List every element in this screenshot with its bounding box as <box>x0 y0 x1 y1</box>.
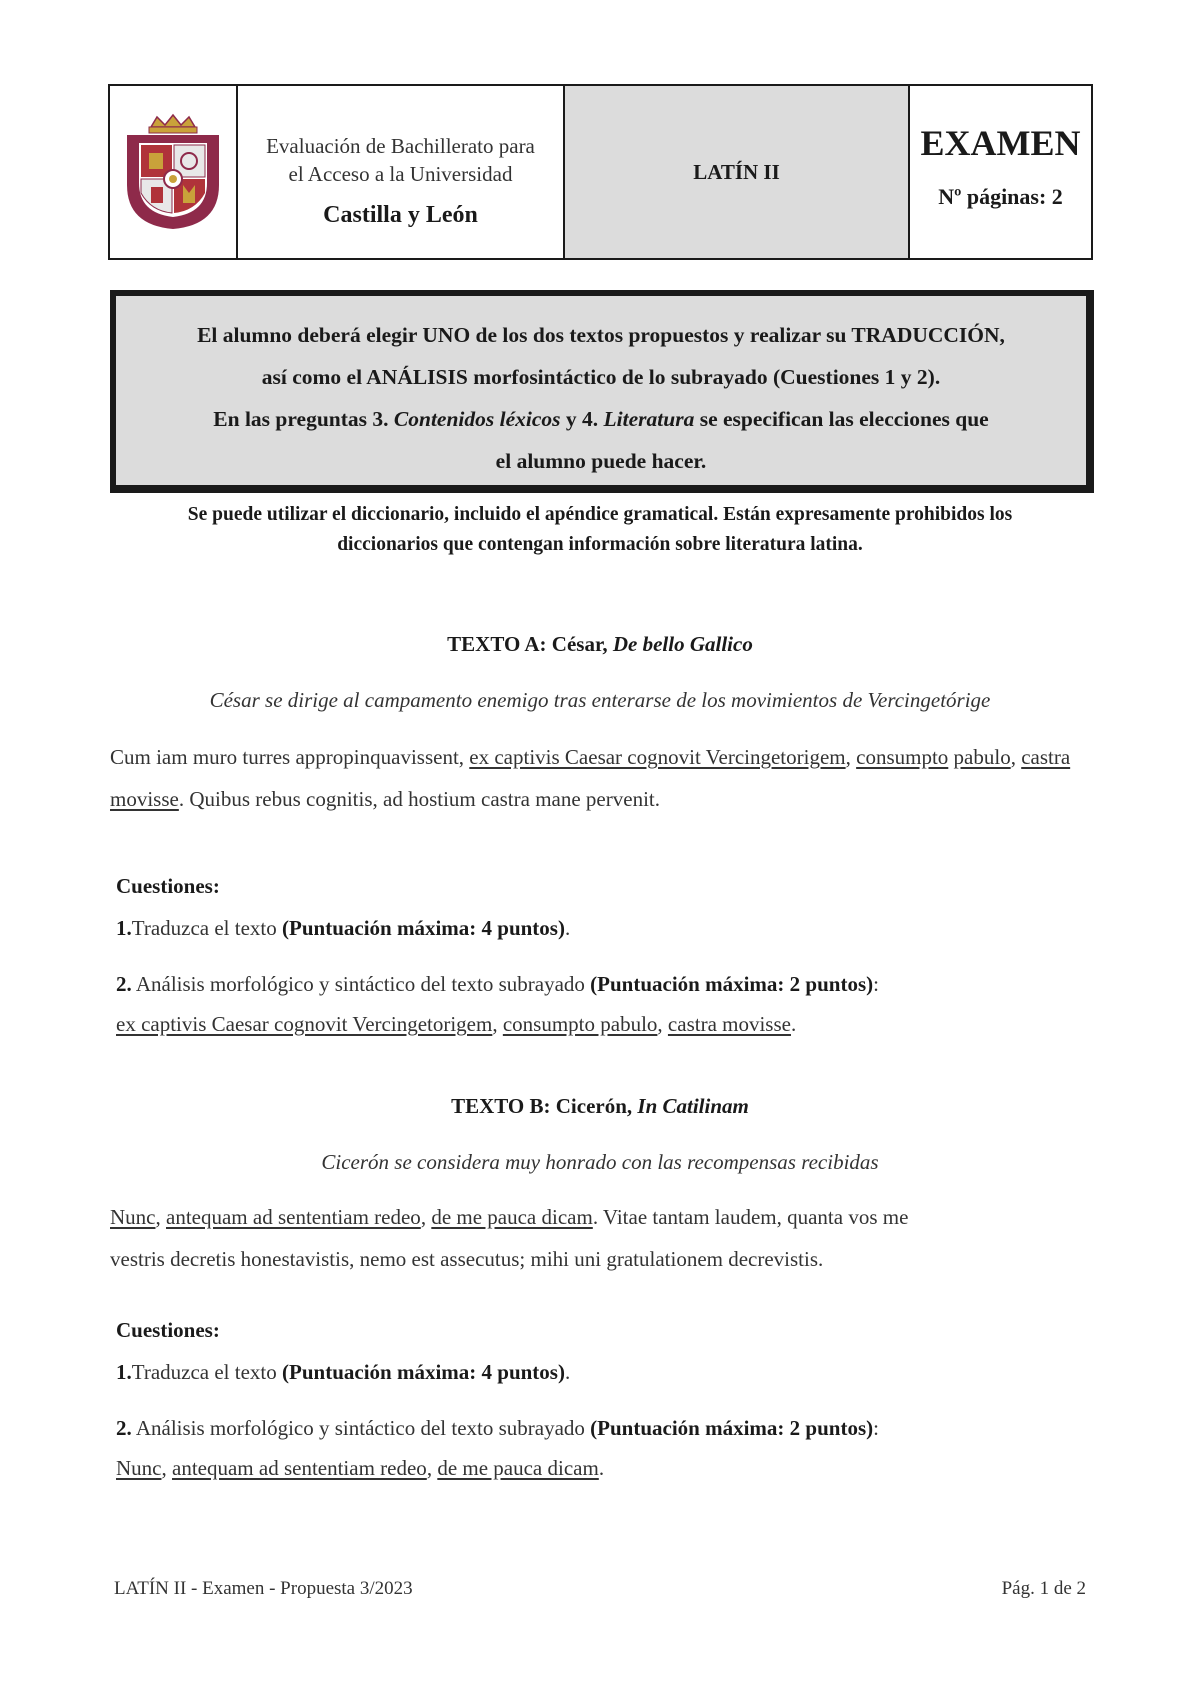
question-points: (Puntuación máxima: 2 puntos) <box>590 972 874 996</box>
text-b-subtitle: Cicerón se considera muy honrado con las recompensas recibidas <box>321 1150 879 1174</box>
instructions-text: En las preguntas 3. <box>213 407 394 431</box>
heading-text: TEXTO A: César, <box>447 632 613 656</box>
text-b-latin <box>110 1196 1100 1280</box>
instructions-line-1: El alumno deberá elegir UNO de los dos textos propuestos y realizar su TRADUCCIÓN, <box>197 323 1005 347</box>
question-text: Traduzca el texto <box>131 916 283 940</box>
text-b-question-2 <box>116 1416 879 1441</box>
underlined-phrase: de me pauca dicam <box>431 1205 593 1229</box>
instructions-box <box>110 290 1094 493</box>
instructions-text: se especifican las elecciones que <box>694 407 989 431</box>
heading-work-title: In Catilinam <box>637 1094 749 1118</box>
latin-text: . Vitae tantam laudem, quanta vos me <box>592 1205 909 1229</box>
question-text: : <box>873 972 879 996</box>
question-text: Análisis morfológico y sintáctico del texto subrayado <box>131 1416 591 1440</box>
question-text: , <box>426 1456 438 1480</box>
instructions-text: y 4. <box>560 407 604 431</box>
latin-text: . Quibus rebus cognitis, ad hostium castra mane pervenit. <box>178 787 660 811</box>
underlined-phrase: castra movisse <box>110 745 1071 811</box>
heading-text: TEXTO B: Cicerón, <box>451 1094 638 1118</box>
underlined-phrase: pabulo <box>953 745 1011 769</box>
text-a-question-2-excerpt <box>116 1012 796 1037</box>
institution-cell <box>238 86 565 258</box>
question-points: (Puntuación máxima: 4 puntos) <box>282 916 565 940</box>
instructions-emphasis: Literatura <box>603 407 695 431</box>
underlined-phrase: antequam ad sententiam redeo <box>166 1205 421 1229</box>
underlined-phrase: Nunc <box>116 1456 162 1480</box>
latin-text: , <box>420 1205 432 1229</box>
text-a-question-1 <box>116 916 570 941</box>
question-text: . <box>790 1012 797 1036</box>
exam-info-cell <box>910 86 1091 258</box>
page-count: Nº páginas: 2 <box>938 184 1063 209</box>
question-text: , <box>492 1012 503 1036</box>
question-text: . <box>598 1456 605 1480</box>
text-b-questions-title: Cuestiones: <box>116 1318 220 1342</box>
question-text: , <box>657 1012 668 1036</box>
subject-cell <box>565 86 910 258</box>
text-a-heading <box>0 632 1200 657</box>
latin-text: Cum iam muro turres appropinquavissent, <box>110 745 470 769</box>
latin-text: , <box>1010 745 1022 769</box>
question-text: . <box>564 916 571 940</box>
text-b-question-1 <box>116 1360 570 1385</box>
question-text: , <box>161 1456 172 1480</box>
question-text: Traduzca el texto <box>131 1360 283 1384</box>
logo-cell <box>110 86 238 258</box>
question-text: : <box>873 1416 879 1440</box>
subject-label: LATÍN II <box>693 159 780 184</box>
underlined-phrase: Nunc <box>110 1205 156 1229</box>
underlined-phrase: antequam ad sententiam redeo <box>172 1456 427 1480</box>
note-line-1: Se puede utilizar el diccionario, incluido el apéndice gramatical. Están expresamente prohibidos los <box>187 504 1013 525</box>
footer-exam-label: LATÍN II - Examen - Propuesta 3/2023 <box>114 1578 413 1599</box>
question-points: (Puntuación máxima: 4 puntos) <box>282 1360 565 1384</box>
institution-line-2: el Acceso a la Universidad <box>288 162 513 186</box>
region-label: Castilla y León <box>323 202 478 228</box>
underlined-phrase: castra movisse <box>667 1012 791 1036</box>
question-points: (Puntuación máxima: 2 puntos) <box>590 1416 874 1440</box>
footer-page-number: Pág. 1 de 2 <box>1001 1578 1086 1599</box>
text-a-subtitle: César se dirige al campamento enemigo tras enterarse de los movimientos de Vercingetórige <box>209 688 991 712</box>
dictionary-note <box>100 500 1100 560</box>
question-number: 1. <box>116 916 132 940</box>
question-number: 1. <box>116 1360 132 1384</box>
question-text: Análisis morfológico y sintáctico del texto subrayado <box>131 972 591 996</box>
text-b-heading <box>0 1094 1200 1119</box>
instructions-emphasis: Contenidos léxicos <box>393 407 561 431</box>
underlined-phrase: consumpto pabulo <box>502 1012 658 1036</box>
question-number: 2. <box>116 972 132 996</box>
latin-text: , <box>845 745 857 769</box>
institution-line-1: Evaluación de Bachillerato para <box>266 134 535 158</box>
university-crest-icon <box>121 113 225 231</box>
underlined-phrase: consumpto <box>856 745 949 769</box>
text-b-question-2-excerpt <box>116 1456 604 1481</box>
question-number: 2. <box>116 1416 132 1440</box>
exam-title: EXAMEN <box>920 123 1081 163</box>
text-a-question-2 <box>116 972 879 997</box>
underlined-phrase: ex captivis Caesar cognovit Vercingetorigem <box>116 1012 493 1036</box>
instructions-line-3 <box>116 398 1086 440</box>
heading-work-title: De bello Gallico <box>612 632 753 656</box>
latin-text: , <box>155 1205 166 1229</box>
latin-text: vestris decretis honestavistis, nemo est assecutus; mihi uni gratulationem decrevistis. <box>110 1247 824 1271</box>
exam-header <box>108 84 1093 260</box>
underlined-phrase: ex captivis Caesar cognovit Vercingetorigem <box>469 745 846 769</box>
note-line-2: diccionarios que contengan información sobre literatura latina. <box>337 534 863 555</box>
text-a-latin <box>110 736 1100 820</box>
question-text: . <box>564 1360 571 1384</box>
underlined-phrase: de me pauca dicam <box>437 1456 599 1480</box>
text-a-questions-title: Cuestiones: <box>116 874 220 898</box>
instructions-line-4: el alumno puede hacer. <box>495 449 707 473</box>
instructions-line-2: así como el ANÁLISIS morfosintáctico de lo subrayado (Cuestiones 1 y 2). <box>261 365 941 389</box>
